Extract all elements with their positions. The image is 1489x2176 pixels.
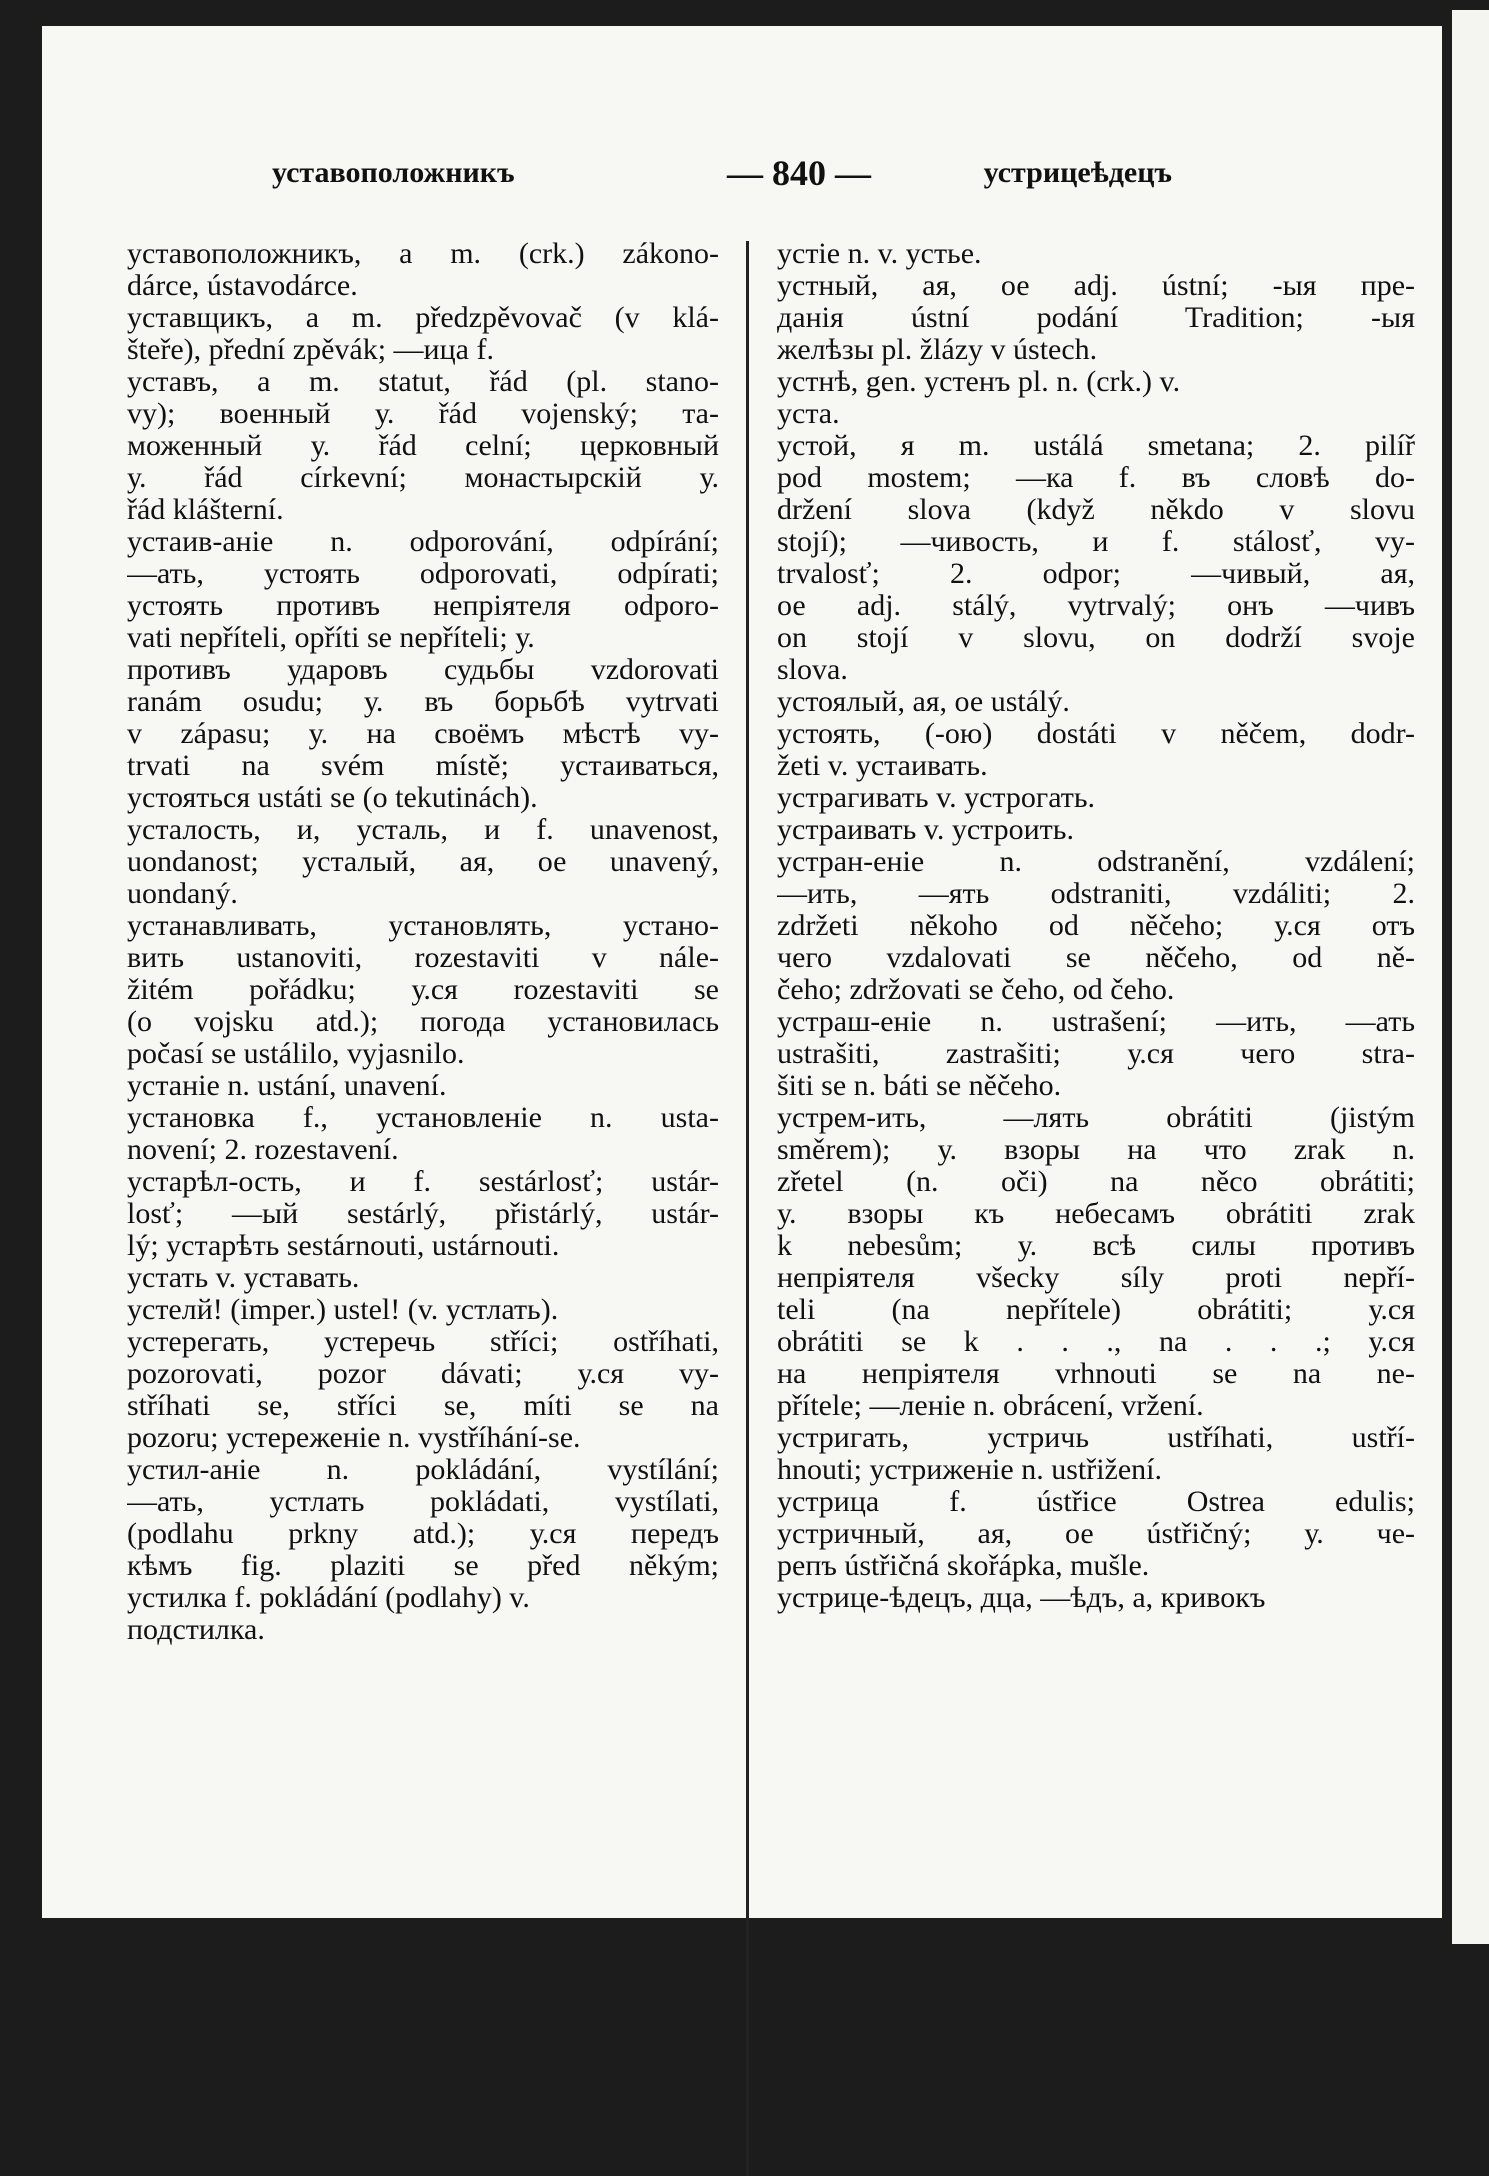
text-line: trvati na svém místě; устаиваться, <box>127 750 719 782</box>
text-line: ranám osudu; у. въ борьбѣ vytrvati <box>127 686 719 718</box>
text-line: —ить, —ять odstraniti, vzdáliti; 2. <box>777 878 1415 910</box>
left-column <box>127 238 719 1646</box>
text-line: вить ustanoviti, rozestaviti v nále- <box>127 942 719 974</box>
column-divider <box>746 241 749 2176</box>
text-line: —ать, устлать pokládati, vystílati, <box>127 1486 719 1518</box>
text-line: устрице-ѣдецъ, дца, —ѣдъ, а, кривокъ <box>777 1582 1266 1614</box>
text-line: čeho; zdržovati se čeho, od čeho. <box>777 974 1175 1006</box>
text-line: устоять противъ непріятеля odporo- <box>127 590 719 622</box>
text-line: устричный, ая, ое ústřičný; у. че- <box>777 1518 1415 1550</box>
text-line: ustrašiti, zastrašiti; у.ся чего stra- <box>777 1038 1415 1070</box>
text-line: чего vzdalovati se něčeho, od ně- <box>777 942 1415 974</box>
text-line: устаніе n. ustání, unavení. <box>127 1070 447 1102</box>
text-line: данія ústní podání Tradition; -ыя <box>777 302 1415 334</box>
text-line: устать v. уставать. <box>127 1262 360 1294</box>
text-line: устный, ая, ое adj. ústní; -ыя пре- <box>777 270 1415 302</box>
text-line: trvalosť; 2. odpor; —чивый, ая, <box>777 558 1415 590</box>
text-line: v zápasu; у. на своёмъ мѣстѣ vy- <box>127 718 719 750</box>
text-line: устрица f. ústřice Ostrea edulis; <box>777 1486 1415 1518</box>
text-line: vati nepříteli, opříti se nepříteli; у. <box>127 622 535 654</box>
text-line: směrem); у. взоры на что zrak n. <box>777 1134 1415 1166</box>
text-line: уста. <box>777 398 840 430</box>
text-line: кѣмъ fig. plaziti se před někým; <box>127 1550 719 1582</box>
text-line: vy); военный у. řád vojenský; та- <box>127 398 719 430</box>
text-line: репъ ústřičná skořápka, mušle. <box>777 1550 1150 1582</box>
text-line: slova. <box>777 654 848 686</box>
text-line: uondaný. <box>127 878 238 910</box>
text-line: моженный у. řád celní; церковный <box>127 430 719 462</box>
text-line: ое adj. stálý, vytrvalý; онъ —чивъ <box>777 590 1415 622</box>
right-guide-word: устрицеѣдецъ <box>983 156 1172 189</box>
text-line: устояться ustáti se (o tekutinách). <box>127 782 538 814</box>
text-line: žeti v. устаивать. <box>777 750 988 782</box>
text-line: lý; устарѣть sestárnouti, ustárnouti. <box>127 1230 560 1262</box>
text-line: losť; —ый sestárlý, přistárlý, ustár- <box>127 1198 719 1230</box>
text-line: устрагивать v. устрогать. <box>777 782 1096 814</box>
text-line: уставщикъ, а m. předzpěvovač (v klá- <box>127 302 719 334</box>
text-line: устрем-ить, —лять obrátiti (jistým <box>777 1102 1415 1134</box>
left-guide-word: уставоположникъ <box>272 156 515 189</box>
text-line: устарѣл-ость, и f. sestárlosť; ustár- <box>127 1166 719 1198</box>
text-line: противъ ударовъ судьбы vzdorovati <box>127 654 719 686</box>
text-line: устанавливать, установлять, устано- <box>127 910 719 942</box>
page-number: — 840 — <box>727 153 871 193</box>
text-line: stříhati se, stříci se, míti se na <box>127 1390 719 1422</box>
text-line: zdržeti někoho od něčeho; у.ся отъ <box>777 910 1415 942</box>
text-line: teli (na nepřítele) obrátiti; у.ся <box>777 1294 1415 1326</box>
text-line: у. řád církevní; монастырскій у. <box>127 462 719 494</box>
text-line: šiti se n. báti se něčeho. <box>777 1070 1062 1102</box>
text-line: (o vojsku atd.); погода установилась <box>127 1006 719 1038</box>
text-line: устнѣ, gen. устенъ pl. n. (crk.) v. <box>777 366 1181 398</box>
text-line: pod mostem; —ка f. въ словѣ do- <box>777 462 1415 494</box>
text-line: šteře), přední zpěvák; —ица f. <box>127 334 494 366</box>
text-line: novení; 2. rozestavení. <box>127 1134 399 1166</box>
right-column <box>777 238 1415 1614</box>
text-line: устран-еніе n. odstranění, vzdálení; <box>777 846 1415 878</box>
text-line: on stojí v slovu, on dodrží svoje <box>777 622 1415 654</box>
text-line: hnouti; устриженіе n. ustřižení. <box>777 1454 1163 1486</box>
text-line: pozoru; устереженіе n. vystříhání-se. <box>127 1422 581 1454</box>
text-line: у. взоры къ небесамъ obrátiti zrak <box>777 1198 1415 1230</box>
running-header <box>42 153 1442 196</box>
text-line: zřetel (n. oči) na něco obrátiti; <box>777 1166 1415 1198</box>
text-line: устаив-аніе n. odporování, odpírání; <box>127 526 719 558</box>
text-line: устил-аніе n. pokládání, vystílání; <box>127 1454 719 1486</box>
text-line: k nebesům; у. всѣ силы противъ <box>777 1230 1415 1262</box>
text-line: устоялый, ая, ое ustálý. <box>777 686 1070 718</box>
text-line: устоять, (-ою) dostáti v něčem, dodr- <box>777 718 1415 750</box>
text-line: на непріятеля vrhnouti se na ne- <box>777 1358 1415 1390</box>
text-line: (podlahu prkny atd.); у.ся передъ <box>127 1518 719 1550</box>
adjacent-page-edge <box>1452 10 1489 1944</box>
text-line: устой, я m. ustálá smetana; 2. pilíř <box>777 430 1415 462</box>
text-line: устилка f. pokládání (podlahy) v. <box>127 1582 530 1614</box>
text-line: držení slova (když někdo v slovu <box>777 494 1415 526</box>
text-line: —ать, устоять odporovati, odpírati; <box>127 558 719 590</box>
text-line: pozorovati, pozor dávati; у.ся vy- <box>127 1358 719 1390</box>
text-line: непріятеля všecky síly proti nepří- <box>777 1262 1415 1294</box>
text-line: устраш-еніе n. ustrašení; —ить, —ать <box>777 1006 1415 1038</box>
text-line: устерегать, устеречь stříci; ostříhati, <box>127 1326 719 1358</box>
text-line: уставъ, а m. statut, řád (pl. stano- <box>127 366 719 398</box>
text-line: žitém pořádku; у.ся rozestaviti se <box>127 974 719 1006</box>
text-line: dárce, ústavodárce. <box>127 270 358 302</box>
dictionary-page <box>42 26 1442 1918</box>
text-line: stojí); —чивость, и f. stálosť, vy- <box>777 526 1415 558</box>
text-line: přítele; —леніе n. obrácení, vržení. <box>777 1390 1204 1422</box>
text-line: uondanost; усталый, ая, ое unavený, <box>127 846 719 878</box>
text-line: устригать, устричь ustříhati, ustří- <box>777 1422 1415 1454</box>
text-line: устраивать v. устроить. <box>777 814 1074 846</box>
text-line: установка f., установленіе n. usta- <box>127 1102 719 1134</box>
text-line: řád klášterní. <box>127 494 284 526</box>
text-line: устіе n. v. устье. <box>777 238 982 270</box>
text-line: počasí se ustálilo, vyjasnilo. <box>127 1038 465 1070</box>
text-line: уставоположникъ, а m. (crk.) zákono- <box>127 238 719 270</box>
text-line: obrátiti se k . . ., na . . .; у.ся <box>777 1326 1415 1358</box>
text-line: желѣзы pl. žlázy v ústech. <box>777 334 1098 366</box>
text-line: усталость, и, усталь, и f. unavenost, <box>127 814 719 846</box>
text-line: устелй! (imper.) ustel! (v. устлать). <box>127 1294 559 1326</box>
text-line: подстилка. <box>127 1614 265 1646</box>
